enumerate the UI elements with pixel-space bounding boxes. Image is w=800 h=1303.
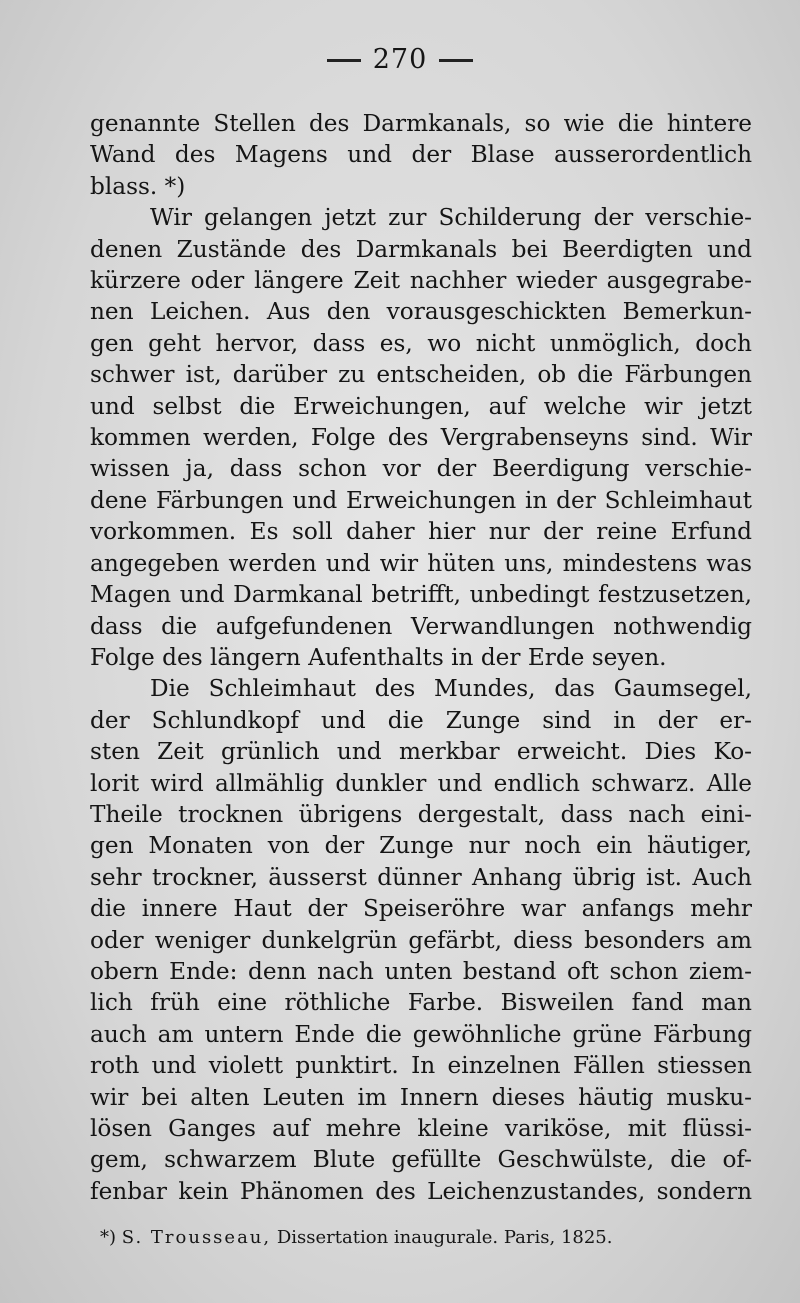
text-line: dene Färbungen und Erweichungen in der Schleimhaut — [90, 486, 752, 514]
text-line: fenbar kein Phänomen des Leichenzustandes, sondern — [90, 1177, 752, 1205]
text-line: sehr trockner, äusserst dünner Anhang übrig ist. Auch — [90, 863, 752, 891]
text-line: lorit wird allmählig dunkler und endlich schwarz. Alle — [90, 769, 752, 797]
text-line: gen geht hervor, dass es, wo nicht unmöglich, doch — [90, 329, 752, 357]
footnote-author: S. Trousseau, — [121, 1227, 272, 1248]
text-line: genannte Stellen des Darmkanals, so wie die hintere — [90, 110, 752, 137]
text-line: Folge des längern Aufenthalts in der Erde seyen. — [90, 643, 667, 671]
text-line: dass die aufgefundenen Verwandlungen nothwendig — [90, 612, 752, 640]
footnote-citation: Dissertation inaugurale. Paris, 1825. — [276, 1227, 613, 1248]
page-header — [0, 44, 800, 75]
header-dash-right — [439, 59, 473, 62]
text-line: obern Ende: denn nach unten bestand oft schon ziem- — [90, 957, 752, 985]
text-line: schwer ist, darüber zu entscheiden, ob die Färbungen — [90, 361, 752, 389]
text-line: auch am untern Ende die gewöhnliche grüne Färbung — [90, 1020, 752, 1048]
text-line: lich früh eine röthliche Farbe. Bisweilen fand man — [90, 989, 752, 1017]
text-line: denen Zustände des Darmkanals bei Beerdigten und — [90, 235, 752, 263]
text-line: gem, schwarzem Blute gefüllte Geschwülste, die of- — [90, 1146, 752, 1174]
text-line: Die Schleimhaut des Mundes, das Gaumsegel, — [150, 675, 752, 703]
text-line: blass. *) — [90, 172, 186, 200]
body-text — [90, 108, 752, 1207]
text-line: roth und violett punktirt. In einzelnen Fällen stiessen — [90, 1052, 752, 1080]
text-line: wissen ja, dass schon vor der Beerdigung verschie- — [90, 455, 752, 483]
text-line: Theile trocknen übrigens dergestalt, dass nach eini- — [90, 800, 752, 828]
text-line: der Schlundkopf und die Zunge sind in der er- — [90, 706, 752, 734]
text-line: angegeben werden und wir hüten uns, mindestens was — [90, 549, 752, 577]
text-line: Magen und Darmkanal betrifft, unbedingt festzusetzen, — [90, 581, 752, 609]
text-line: sten Zeit grünlich und merkbar erweicht. Dies Ko- — [90, 738, 752, 766]
footnote-marker: *) — [100, 1227, 117, 1248]
text-line: vorkommen. Es soll daher hier nur der reine Erfund — [90, 518, 752, 546]
text-line: oder weniger dunkelgrün gefärbt, diess besonders am — [90, 926, 752, 954]
text-line: kommen werden, Folge des Vergrabenseyns sind. Wir — [90, 424, 752, 452]
header-dash-left — [327, 59, 361, 62]
text-line: und selbst die Erweichungen, auf welche wir jetzt — [90, 392, 752, 420]
text-line: Wand des Magens und der Blase ausserordentlich — [90, 141, 752, 169]
text-line: nen Leichen. Aus den vorausgeschickten Bemerkun- — [90, 298, 752, 326]
text-line: lösen Ganges auf mehre kleine variköse, mit flüssi- — [90, 1115, 752, 1142]
text-line: Wir gelangen jetzt zur Schilderung der verschie- — [150, 204, 752, 232]
text-line: gen Monaten von der Zunge nur noch ein häutiger, — [90, 832, 752, 860]
page-number: 270 — [372, 44, 428, 75]
text-line: kürzere oder längere Zeit nachher wieder ausgegrabe- — [90, 267, 752, 295]
footnote — [100, 1226, 740, 1250]
text-line: wir bei alten Leuten im Innern dieses häutig musku- — [90, 1083, 752, 1111]
text-line: die innere Haut der Speiseröhre war anfangs mehr — [90, 895, 752, 923]
